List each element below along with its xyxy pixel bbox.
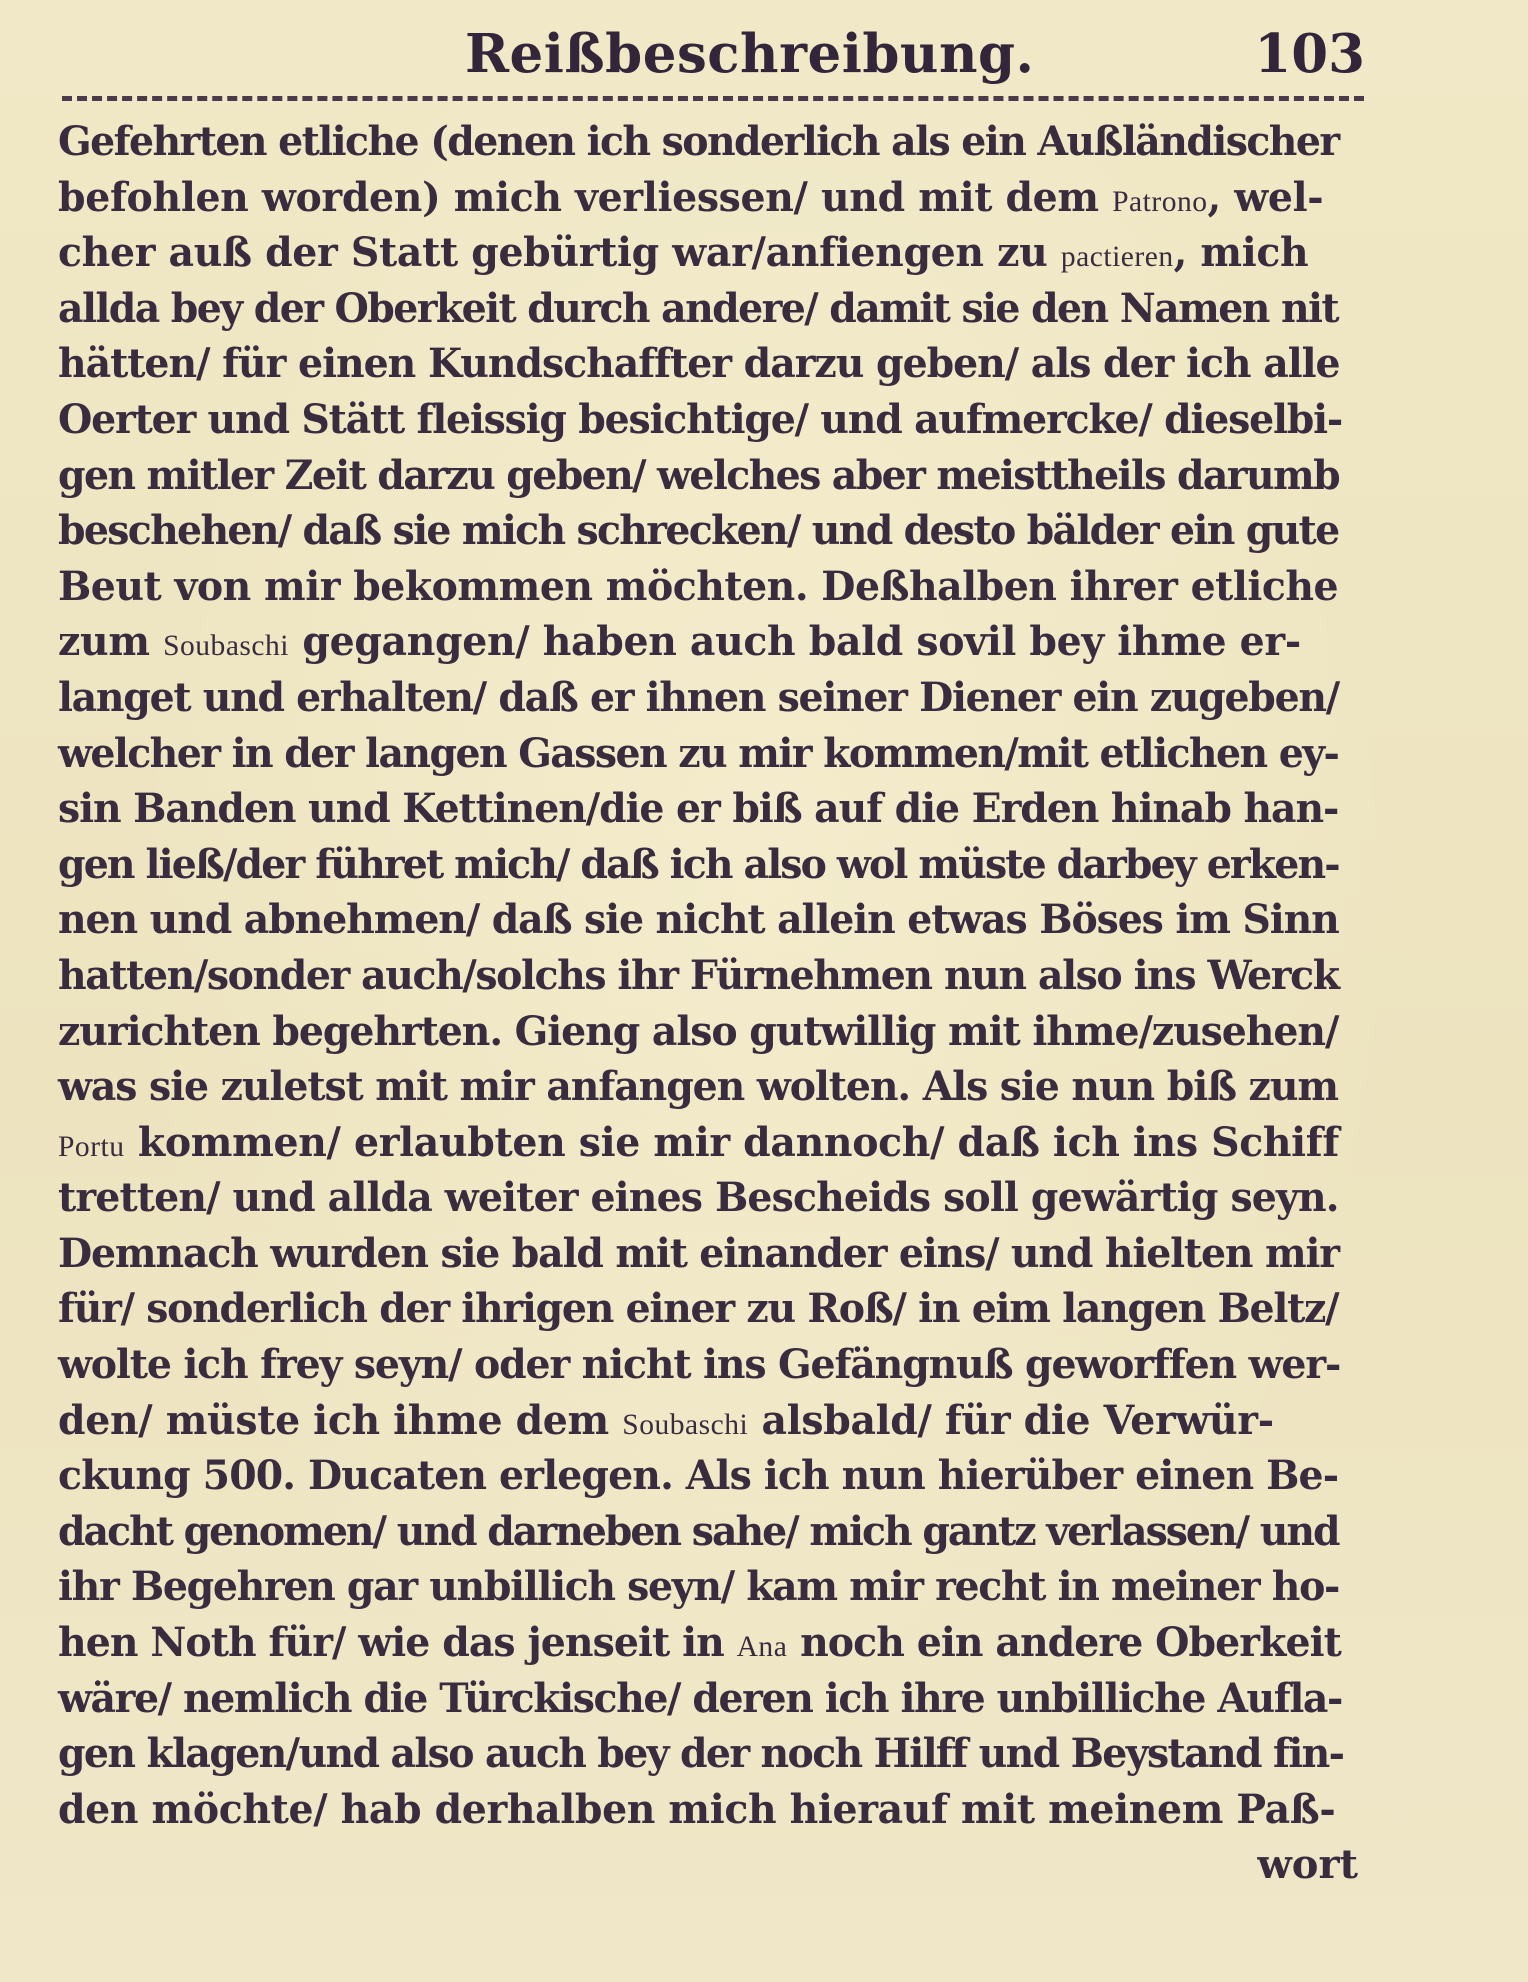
- text-segment: für/ sonderlich der ihrigen einer zu Roß/ in eim langen Beltz/: [58, 1285, 1339, 1333]
- text-segment: wort: [1257, 1841, 1358, 1889]
- text-segment: kommen/ erlaubten sie mir dannoch/ daß ich ins Schiff: [124, 1118, 1340, 1166]
- antiqua-word: Ana: [736, 1630, 788, 1664]
- text-segment: noch ein andere Oberkeit: [787, 1619, 1341, 1667]
- text-line: [58, 1559, 1358, 1615]
- text-line: [58, 670, 1358, 726]
- text-segment: befohlen worden) mich verliessen/ und mit dem: [58, 173, 1113, 221]
- text-segment: zurichten begehrten. Gieng also gutwillig mit ihme/zusehen/: [58, 1007, 1339, 1055]
- text-segment: allda bey der Oberkeit durch andere/ damit sie den Namen nit: [58, 284, 1339, 332]
- header-rule: [62, 96, 1364, 101]
- text-line: [58, 1837, 1378, 1893]
- text-line: [58, 1004, 1358, 1060]
- text-segment: den möchte/ hab derhalben mich hierauf mit meinem Paß-: [58, 1785, 1336, 1833]
- text-segment: ihr Begehren gar unbillich seyn/ kam mir recht in meiner ho-: [58, 1563, 1340, 1611]
- text-segment: welcher in der langen Gassen zu mir kommen/mit etlichen ey-: [58, 729, 1339, 777]
- text-line: [58, 392, 1358, 448]
- text-line: [58, 726, 1358, 782]
- text-segment: cher auß der Statt gebürtig war/anfiengen zu: [58, 229, 1061, 277]
- text-segment: Oerter und Stätt fleissig besichtige/ und aufmercke/ dieselbi-: [58, 395, 1343, 443]
- page-number: 103: [1254, 23, 1365, 85]
- text-line: [58, 948, 1358, 1004]
- text-segment: nen und abnehmen/ daß sie nicht allein etwas Böses im Sinn: [58, 896, 1339, 944]
- text-segment: hätten/ für einen Kundschaffter darzu geben/ als der ich alle: [58, 340, 1340, 388]
- text-segment: ckung 500. Ducaten erlegen. Als ich nun hierüber einen Be-: [58, 1452, 1339, 1500]
- text-segment: hen Noth für/ wie das jenseit in: [58, 1619, 737, 1667]
- text-line: [58, 281, 1358, 337]
- text-line: [58, 837, 1358, 893]
- text-segment: , mich: [1173, 229, 1309, 277]
- antiqua-word: Portu: [58, 1129, 125, 1163]
- text-line: [58, 1170, 1358, 1226]
- text-line: [58, 1671, 1358, 1727]
- text-segment: den/ müste ich ihme dem: [58, 1396, 623, 1444]
- text-segment: gen mitler Zeit darzu geben/ welches aber meisttheils darumb: [58, 451, 1340, 499]
- text-line: [58, 1393, 1358, 1449]
- running-title: Reißbeschreibung.: [465, 23, 1035, 85]
- text-line: [58, 559, 1358, 615]
- text-segment: gen klagen/und also auch bey der noch Hilff und Beystand fin-: [58, 1730, 1344, 1778]
- text-segment: sin Banden und Kettinen/die er biß auf die Erden hinab han-: [58, 785, 1339, 833]
- text-segment: Gefehrten etliche (denen ich sonderlich als ein Außländischer: [58, 118, 1339, 165]
- text-segment: , wel-: [1207, 173, 1324, 221]
- text-segment: beschehen/ daß sie mich schrecken/ und desto bälder ein gute: [58, 507, 1339, 555]
- text-line: [58, 614, 1358, 670]
- text-line: [58, 114, 1358, 170]
- text-line: [58, 225, 1358, 281]
- text-line: [58, 336, 1358, 392]
- text-segment: langet und erhalten/ daß er ihnen seiner Diener ein zugeben/: [58, 673, 1339, 721]
- text-segment: Demnach wurden sie bald mit einander eins/ und hielten mir: [58, 1229, 1339, 1277]
- text-line: [58, 1226, 1358, 1282]
- text-line: [58, 1337, 1358, 1393]
- text-segment: tretten/ und allda weiter eines Bescheids soll gewärtig seyn.: [58, 1174, 1339, 1222]
- text-line: [58, 1782, 1358, 1838]
- text-line: [58, 1115, 1358, 1171]
- text-segment: gen ließ/der führet mich/ daß ich also wol müste darbey erken-: [58, 840, 1339, 888]
- text-segment: zum: [58, 618, 164, 666]
- text-line: [58, 892, 1358, 948]
- text-segment: was sie zuletst mit mir anfangen wolten. Als sie nun biß zum: [58, 1063, 1339, 1111]
- text-line: [58, 1448, 1358, 1504]
- text-line: [58, 1281, 1358, 1337]
- text-line: [58, 1726, 1358, 1782]
- text-line: [58, 448, 1358, 504]
- text-line: [58, 1615, 1358, 1671]
- text-line: [58, 503, 1358, 559]
- text-segment: alsbald/ für die Verwür-: [748, 1396, 1274, 1444]
- text-line: [58, 170, 1358, 226]
- text-segment: wäre/ nemlich die Türckische/ deren ich ihre unbilliche Aufla-: [58, 1674, 1343, 1722]
- antiqua-word: Soubaschi: [163, 629, 289, 663]
- antiqua-word: Patrono: [1112, 184, 1208, 218]
- text-segment: wolte ich frey seyn/ oder nicht ins Gefängnuß geworffen wer-: [58, 1341, 1341, 1389]
- text-line: [58, 1504, 1358, 1560]
- text-segment: gegangen/ haben auch bald sovil bey ihme er-: [288, 618, 1301, 666]
- page-header: [60, 18, 1365, 90]
- antiqua-word: Soubaschi: [622, 1407, 749, 1441]
- text-line: [58, 1059, 1358, 1115]
- text-segment: hatten/sonder auch/solchs ihr Fürnehmen nun also ins Werck: [58, 951, 1339, 999]
- antiqua-word: pactieren: [1060, 240, 1174, 274]
- text-segment: dacht genomen/ und darneben sahe/ mich gantz verlassen/ und: [58, 1507, 1339, 1555]
- body-text: [58, 114, 1378, 1893]
- text-line: [58, 781, 1358, 837]
- text-segment: Beut von mir bekommen möchten. Deßhalben ihrer etliche: [58, 562, 1339, 610]
